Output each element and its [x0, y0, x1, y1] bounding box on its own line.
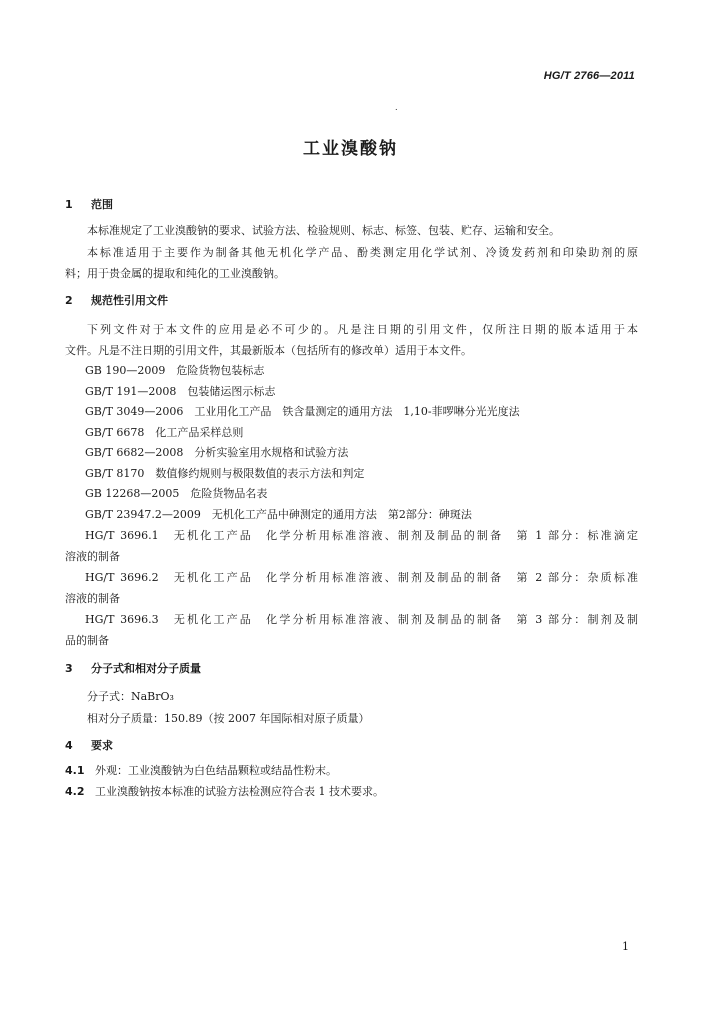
reference-item: GB/T 191—2008 包装储运图示标志 — [85, 385, 276, 398]
clause-text: 外观：工业溴酸钠为白色结晶颗粒或结晶性粉末。 — [95, 764, 337, 777]
section-number: 4 — [65, 739, 73, 752]
section-title: 要求 — [91, 739, 113, 752]
section-number: 2 — [65, 294, 73, 307]
reference-item-continuation: 溶液的制备 — [65, 592, 120, 605]
reference-item: HG/T 3696.1 无机化工产品 化学分析用标准溶液、制剂及制品的制备 第 1 部分：标准滴定 — [85, 529, 638, 542]
section-number: 3 — [65, 662, 73, 675]
section-3-heading — [65, 660, 201, 676]
reference-item: GB/T 6682—2008 分析实验室用水规格和试验方法 — [85, 446, 349, 459]
paragraph-line: 下列文件对于本文件的应用是必不可少的。凡是注日期的引用文件，仅所注日期的版本适用于本 — [87, 323, 638, 336]
paragraph-line: 本标准规定了工业溴酸钠的要求、试验方法、检验规则、标志、标签、包装、贮存、运输和安全。 — [87, 224, 560, 237]
clause-text: 工业溴酸钠按本标准的试验方法检测应符合表 1 技术要求。 — [95, 785, 384, 798]
reference-item: GB 12268—2005 危险货物品名表 — [85, 487, 268, 500]
reference-item-continuation: 溶液的制备 — [65, 550, 120, 563]
section-title: 范围 — [91, 198, 113, 211]
clause-number: 4.1 — [65, 764, 85, 777]
paragraph-line: 料；用于贵金属的提取和纯化的工业溴酸钠。 — [65, 267, 285, 280]
reference-item-continuation: 品的制备 — [65, 634, 109, 647]
reference-item: HG/T 3696.2 无机化工产品 化学分析用标准溶液、制剂及制品的制备 第 2 部分：杂质标准 — [85, 571, 638, 584]
paragraph-line: 文件。凡是不注日期的引用文件，其最新版本（包括所有的修改单）适用于本文件。 — [65, 344, 472, 357]
reference-item: GB 190—2009 危险货物包装标志 — [85, 364, 265, 377]
section-title: 分子式和相对分子质量 — [91, 662, 201, 675]
reference-item: GB/T 23947.2—2009 无机化工产品中砷测定的通用方法 第2部分：砷斑法 — [85, 508, 472, 521]
section-4-heading — [65, 737, 113, 753]
standard-code: HG/T 2766—2011 — [543, 70, 635, 82]
header-dot: . — [395, 103, 398, 112]
reference-item: GB/T 6678 化工产品采样总则 — [85, 426, 244, 439]
reference-item: GB/T 8170 数值修约规则与极限数值的表示方法和判定 — [85, 467, 365, 480]
requirement-4-2 — [65, 783, 384, 799]
molecular-formula: 分子式：NaBrO₃ — [87, 690, 174, 703]
section-title: 规范性引用文件 — [91, 294, 168, 307]
paragraph-line: 本标准适用于主要作为制备其他无机化学产品、酚类测定用化学试剂、冷烫发药剂和印染助剂的原 — [87, 246, 638, 259]
page-number: 1 — [622, 940, 629, 953]
section-number: 1 — [65, 198, 73, 211]
section-1-heading — [65, 196, 113, 212]
molecular-mass: 相对分子质量：150.89（按 2007 年国际相对原子质量） — [87, 712, 370, 725]
document-title: 工业溴酸钠 — [303, 139, 398, 159]
reference-item: HG/T 3696.3 无机化工产品 化学分析用标准溶液、制剂及制品的制备 第 3 部分：制剂及制 — [85, 613, 638, 626]
clause-number: 4.2 — [65, 785, 85, 798]
reference-item: GB/T 3049—2006 工业用化工产品 铁含量测定的通用方法 1,10-菲啰啉分光光度法 — [85, 405, 520, 418]
section-2-heading — [65, 292, 168, 308]
requirement-4-1 — [65, 762, 337, 778]
